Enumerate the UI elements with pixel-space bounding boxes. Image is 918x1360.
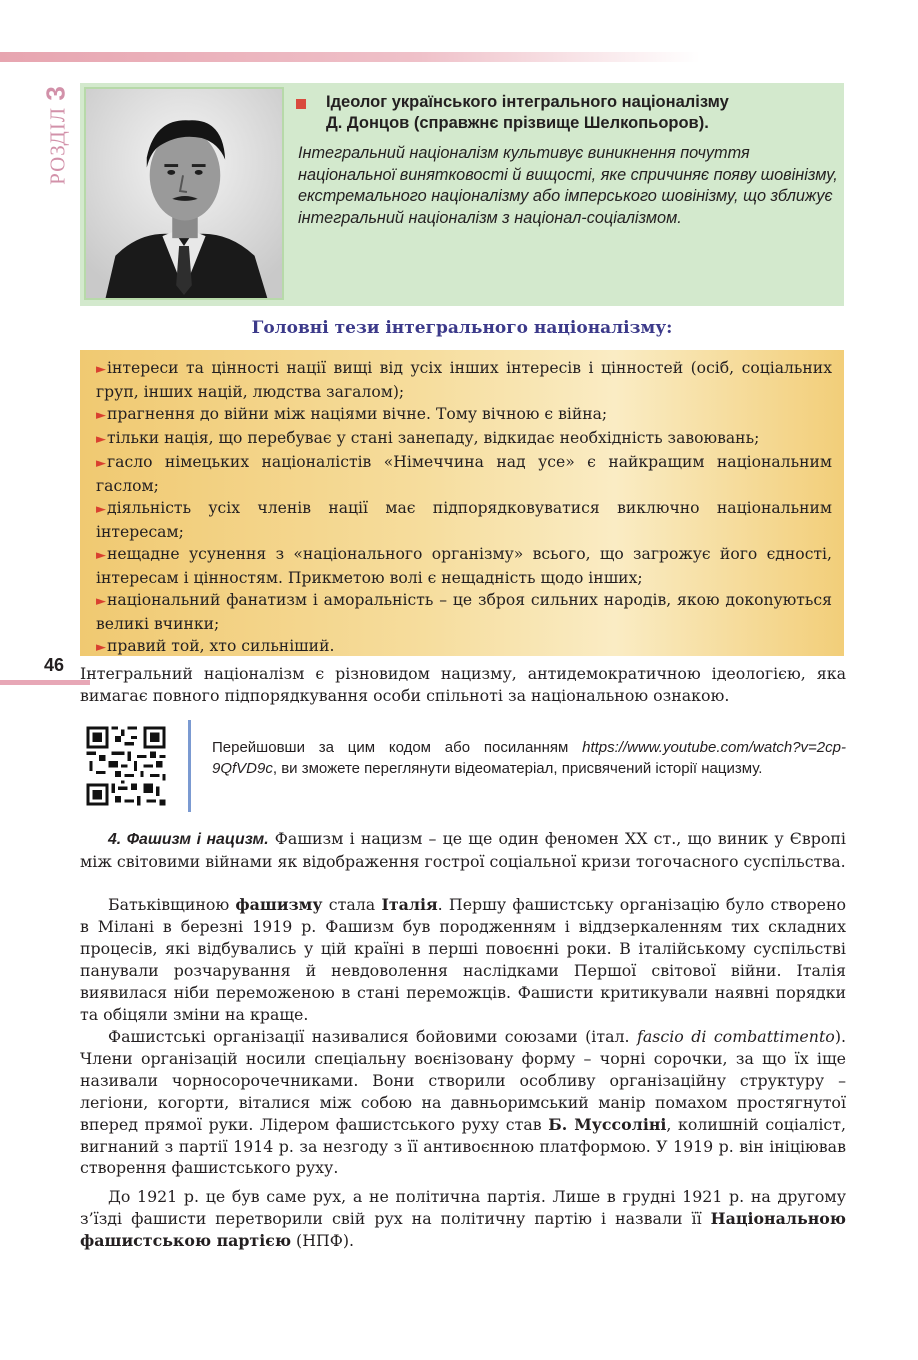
italic-term: fascio di combattimento	[637, 1027, 835, 1046]
arrow-bullet-icon: ►	[96, 408, 106, 423]
bold-term: Італія	[381, 895, 438, 914]
thesis-item	[96, 451, 832, 497]
page-number-bar	[0, 680, 90, 685]
arrow-bullet-icon: ►	[96, 594, 106, 609]
paragraph-party	[80, 1186, 846, 1252]
section-label	[36, 80, 76, 190]
thesis-item	[96, 497, 832, 543]
thesis-text: інтереси та цінності нації вищі від усіх інших інтересів і цінностей (осіб, соціальних груп, інших націй, людства загалом);	[96, 359, 832, 401]
arrow-bullet-icon: ►	[96, 432, 106, 447]
paragraph-text: Батьківщиною	[108, 895, 236, 914]
red-square-bullet-icon	[296, 99, 306, 109]
arrow-bullet-icon: ►	[96, 362, 106, 377]
qr-code[interactable]	[80, 720, 172, 812]
paragraph-text: стала	[322, 895, 382, 914]
arrow-bullet-icon: ►	[96, 548, 106, 563]
thesis-text: національний фанатизм і аморальність – це зброя сильних народів, якою докоnуються великі вчинки;	[96, 591, 832, 633]
thesis-text: гасло німецьких націоналістів «Німеччина над усе» є найкращим національним гаслом;	[96, 453, 832, 495]
thesis-item	[96, 357, 832, 403]
bold-term: Національною фашистською партією	[80, 1208, 846, 1250]
theses-heading: Головні тези інтегрального націоналізму:	[251, 318, 673, 338]
paragraph-text: Фашистські організації називалися бойовими союзами (італ.	[108, 1027, 638, 1046]
subsection-heading: 4. Фашизм і нацизм.	[108, 831, 269, 848]
portrait-photo	[84, 87, 284, 300]
thesis-item	[96, 589, 832, 635]
theses-box	[80, 350, 844, 656]
qr-caption	[212, 738, 846, 779]
arrow-bullet-icon: ►	[96, 502, 106, 517]
section-number: 3	[40, 85, 71, 101]
qr-text-after: , ви зможете переглянути відеоматеріал, присвячений історії нацизму.	[272, 759, 763, 777]
top-decor-bar	[0, 52, 700, 62]
bio-box	[80, 83, 844, 306]
thesis-text: тільки нація, що перебуває у стані занепаду, відкидає необхідність завоювань;	[107, 429, 760, 447]
paragraph-text: ). Члени організацій носили спеціальну воєнізовану форму – чорні сорочки, за що їх іще називали чорносорочечниками. Вони створили особливу організаційну структуру – легіони, когорти, віталися між собою на давньоримський манір помахом простягнутої вперед прямої руки. Лідером фашистського руху став	[80, 1027, 847, 1134]
qr-divider	[188, 720, 191, 812]
thesis-text: нещадне усунення з «національного організму» всього, що загрожує його єдності, інтересам і цінностям. Прикметою волі є нещадність щодо інших;	[96, 545, 832, 587]
thesis-text: прагнення до війни між націями вічне. Тому вічною є війна;	[107, 405, 608, 423]
section-label-text: РОЗДІЛ	[45, 106, 70, 185]
bold-term: Б. Муссоліні	[548, 1114, 667, 1134]
bio-title	[294, 92, 824, 134]
paragraph-text: До 1921 р. це був саме рух, а не політична партія. Лише в грудні 1921 р. на другому з’їзді фашисти перетворили свій рух на політичну партію і назвали її	[80, 1187, 846, 1228]
paragraph-fascism-intro	[80, 828, 846, 873]
paragraph-text: Фашизм і нацизм – це ще один феномен XX ст., що виник у Європі між світовими війнами як відображення гострої соціальної кризи тогочасного суспільства.	[80, 829, 846, 871]
paragraph-text: , колишній соціаліст, вигнаний з партії 1914 р. за незгоду з її антивоєнною платформою. У 1919 р. він ініціював створення фашистського руху.	[80, 1114, 846, 1178]
arrow-bullet-icon: ►	[96, 640, 106, 655]
paragraph-text: (НПФ).	[291, 1230, 355, 1250]
thesis-item	[96, 635, 832, 659]
arrow-bullet-icon: ►	[96, 456, 106, 471]
paragraph-italy	[80, 894, 846, 1025]
summary-paragraph: Інтегральний націоналізм є різновидом нацизму, антидемократичною ідеологією, яка вимагає повного підпорядкування особи спільноті за національною ознакою.	[80, 664, 846, 705]
qr-text-before: Перейшовши за цим кодом або посиланням	[212, 739, 583, 756]
bold-term: фашизму	[235, 895, 323, 914]
thesis-item	[96, 543, 832, 589]
paragraph-organizations	[80, 1026, 846, 1179]
video-link[interactable]: https://www.youtube.com/watch?v=2cp-9QfVD9c	[212, 739, 846, 777]
paragraph-text: . Першу фашистську організацію було створено в Мілані в березні 1919 р. Фашизм був породженням і віддзеркаленням тих складних процесів, які відбувались у цій країні в перші повоєнні роки. В італійському суспільстві панували розчарування й невдоволення наслідками Першої світової війни. Італія виявилася ніби переможеною в стані переможців. Фашисти критикували наявні порядки та обіцяли зміни на краще.	[80, 895, 846, 1024]
thesis-item	[96, 403, 832, 427]
page-number: 46	[44, 655, 65, 675]
thesis-text: правий той, хто сильніший.	[107, 637, 335, 655]
thesis-text: діяльність усіх членів нації має підпорядковуватися виключно національним інтересам;	[96, 499, 832, 541]
bio-description: Інтегральний націоналізм культивує виникнення почуття національної винятковості й вищості, яке спричиняє появу шовінізму, екстремального націоналізму або імперського шовінізму, що зближує інтегральний націоналізм з націонал-соціалізмом.	[298, 144, 838, 227]
bio-title-text: Ідеолог українського інтегрального націоналізму Д. Донцов (справжнє прізвище Шелкопьоров).	[326, 93, 729, 132]
thesis-item	[96, 427, 832, 451]
